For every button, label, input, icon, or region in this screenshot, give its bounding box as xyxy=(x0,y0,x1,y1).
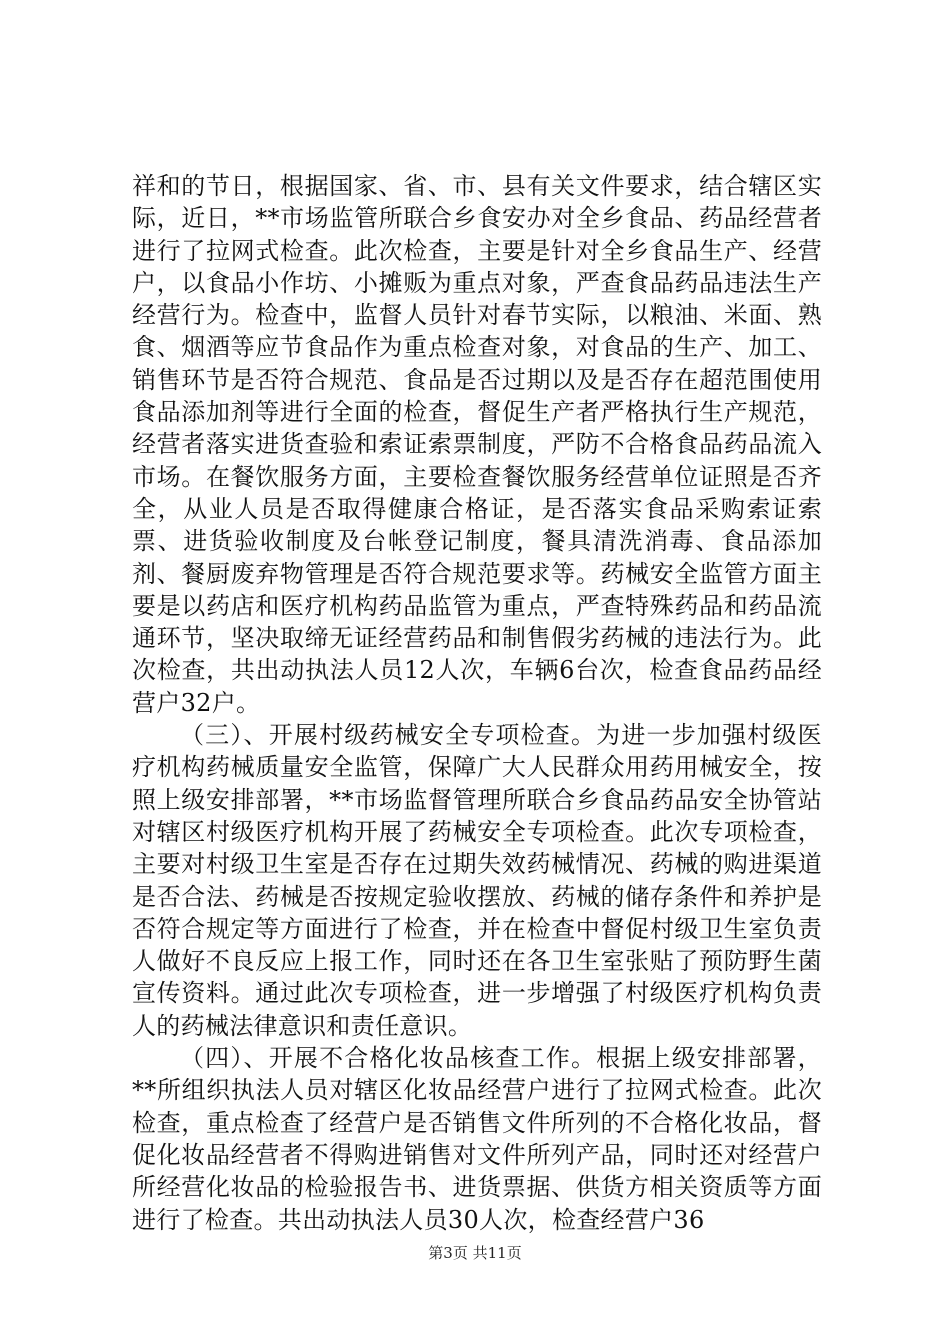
body-text xyxy=(132,170,822,1236)
page-footer: 第3页 共11页 xyxy=(428,1244,522,1262)
paragraph-3: （四）、开展不合格化妆品核查工作。根据上级安排部署，**所组织执法人员对辖区化妆品经营户进行了拉网式检查。此次检查，重点检查了经营户是否销售文件所列的不合格化妆品，督促化妆品经营者不得购进销售对文件所列产品，同时还对经营户所经营化妆品的检验报告书、进货票据、供货方相关资质等方面进行了检查。共出动执法人员30人次，检查经营户36 xyxy=(132,1044,822,1234)
paragraph-2: （三）、开展村级药械安全专项检查。为进一步加强村级医疗机构药械质量安全监管，保障广大人民群众用药用械安全，按照上级安排部署，**市场监督管理所联合乡食品药品安全协管站对辖区村级医疗机构开展了药械安全专项检查。此次专项检查，主要对村级卫生室是否存在过期失效药械情况、药械的购进渠道是否合法、药械是否按规定验收摆放、药械的储存条件和养护是否符合规定等方面进行了检查，并在检查中督促村级卫生室负责人做好不良反应上报工作，同时还在各卫生室张贴了预防野生菌宣传资料。通过此次专项检查，进一步增强了村级医疗机构负责人的药械法律意识和责任意识。 xyxy=(132,721,822,1040)
paragraph-1: 祥和的节日，根据国家、省、市、县有关文件要求，结合辖区实际，近日，**市场监管所联合乡食安办对全乡食品、药品经营者进行了拉网式检查。此次检查，主要是针对全乡食品生产、经营户，以食品小作坊、小摊贩为重点对象，严查食品药品违法生产经营行为。检查中，监督人员针对春节实际，以粮油、米面、熟食、烟酒等应节食品作为重点检查对象，对食品的生产、加工、销售环节是否符合规范、食品是否过期以及是否存在超范围使用食品添加剂等进行全面的检查，督促生产者严格执行生产规范，经营者落实进货查验和索证索票制度，严防不合格食品药品流入市场。在餐饮服务方面，主要检查餐饮服务经营单位证照是否齐全，从业人员是否取得健康合格证，是否落实食品采购索证索票、进货验收制度及台帐登记制度，餐具清洗消毒、食品添加剂、餐厨废弃物管理是否符合规范要求等。药械安全监管方面主要是以药店和医疗机构药品监管为重点，严查特殊药品和药品流通环节，坚决取缔无证经营药品和制售假劣药械的违法行为。此次检查，共出动执法人员12人次，车辆6台次，检查食品药品经营户32户。 xyxy=(132,172,822,717)
